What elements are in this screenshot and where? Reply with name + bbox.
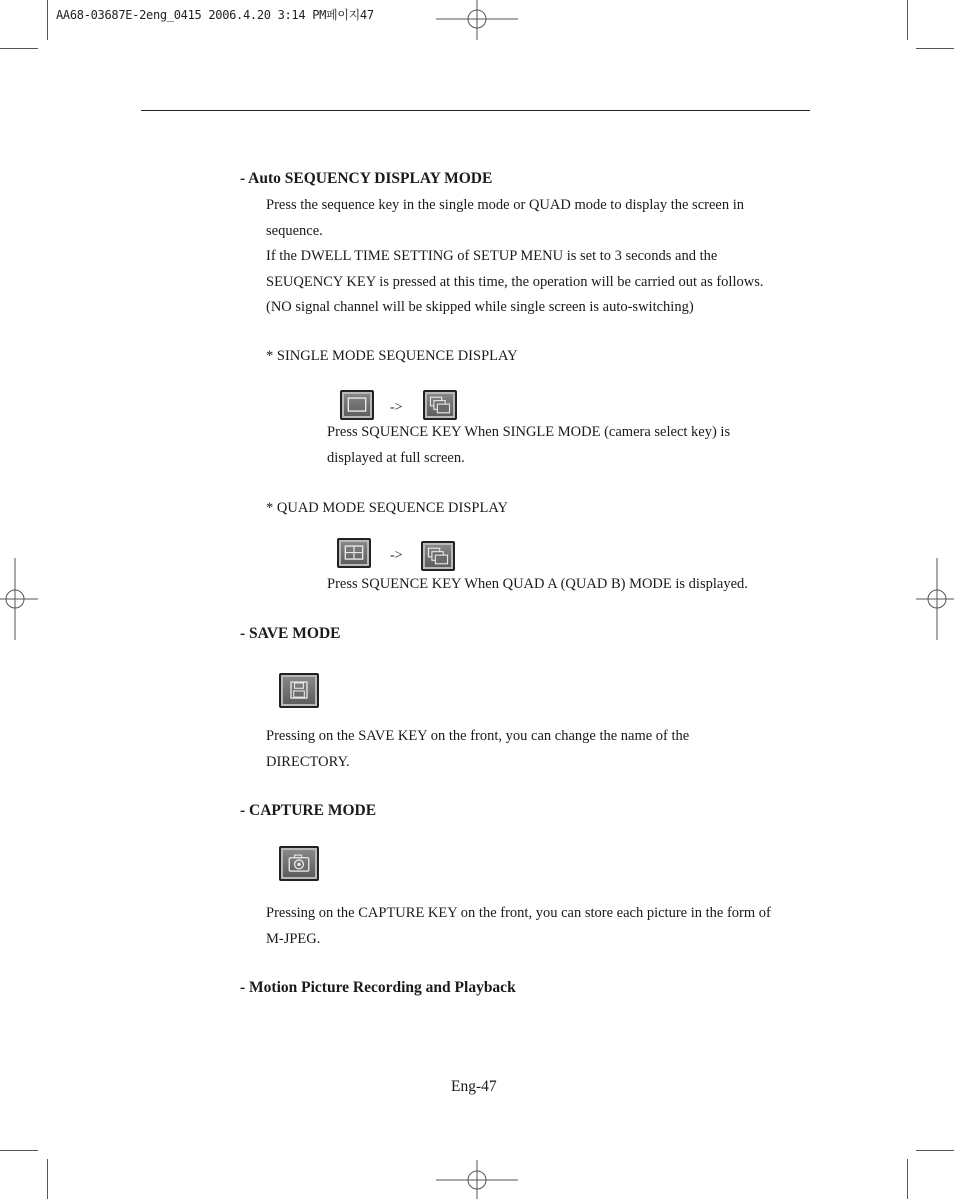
sequence-arrow: -> bbox=[390, 548, 403, 563]
page-number: Eng-47 bbox=[451, 1078, 497, 1095]
text-line: SEUQENCY KEY is pressed at this time, the operation will be carried out as follows. bbox=[266, 273, 764, 290]
sequence-arrow: -> bbox=[390, 400, 403, 415]
camera-icon bbox=[279, 846, 319, 881]
single-mode-heading: * SINGLE MODE SEQUENCE DISPLAY bbox=[266, 348, 518, 364]
text-line: Press the sequence key in the single mode or QUAD mode to display the screen in bbox=[266, 197, 744, 213]
sequence-icon bbox=[421, 541, 455, 571]
registration-target-top bbox=[436, 0, 518, 40]
auto-sequency-description bbox=[266, 193, 826, 321]
text-line: Pressing on the CAPTURE KEY on the front, you can store each picture in the form of bbox=[266, 905, 771, 921]
quad-mode-heading: * QUAD MODE SEQUENCE DISPLAY bbox=[266, 500, 508, 516]
motion-picture-heading: - Motion Picture Recording and Playback bbox=[240, 979, 516, 996]
registration-target-left bbox=[0, 558, 38, 640]
capture-mode-description bbox=[266, 901, 826, 952]
text-line: sequence. bbox=[266, 222, 323, 239]
text-line: Press SQUENCE KEY When SINGLE MODE (camera select key) is bbox=[327, 424, 731, 440]
registration-target-bottom bbox=[436, 1160, 518, 1199]
text-line: Pressing on the SAVE KEY on the front, you can change the name of the bbox=[266, 728, 690, 744]
auto-sequency-heading: - Auto SEQUENCY DISPLAY MODE bbox=[240, 170, 493, 187]
sequence-icon bbox=[423, 390, 457, 420]
quad-mode-description: Press SQUENCE KEY When QUAD A (QUAD B) MODE is displayed. bbox=[327, 576, 748, 592]
quad-screen-icon bbox=[337, 538, 371, 568]
single-mode-description bbox=[327, 420, 807, 471]
text-line: M-JPEG. bbox=[266, 930, 321, 947]
floppy-disk-icon bbox=[279, 673, 319, 708]
save-mode-description bbox=[266, 724, 786, 775]
text-line: (NO signal channel will be skipped while single screen is auto-switching) bbox=[266, 299, 694, 315]
save-mode-heading: - SAVE MODE bbox=[240, 625, 341, 642]
registration-target-right bbox=[916, 558, 954, 640]
print-header-code: AA68-03687E-2eng_0415 2006.4.20 3:14 PM페이지47 bbox=[56, 8, 374, 22]
top-rule bbox=[141, 110, 810, 111]
text-line: If the DWELL TIME SETTING of SETUP MENU is set to 3 seconds and the bbox=[266, 248, 718, 264]
text-line: displayed at full screen. bbox=[327, 449, 465, 466]
single-screen-icon bbox=[340, 390, 374, 420]
text-line: DIRECTORY. bbox=[266, 753, 350, 770]
capture-mode-heading: - CAPTURE MODE bbox=[240, 802, 377, 819]
